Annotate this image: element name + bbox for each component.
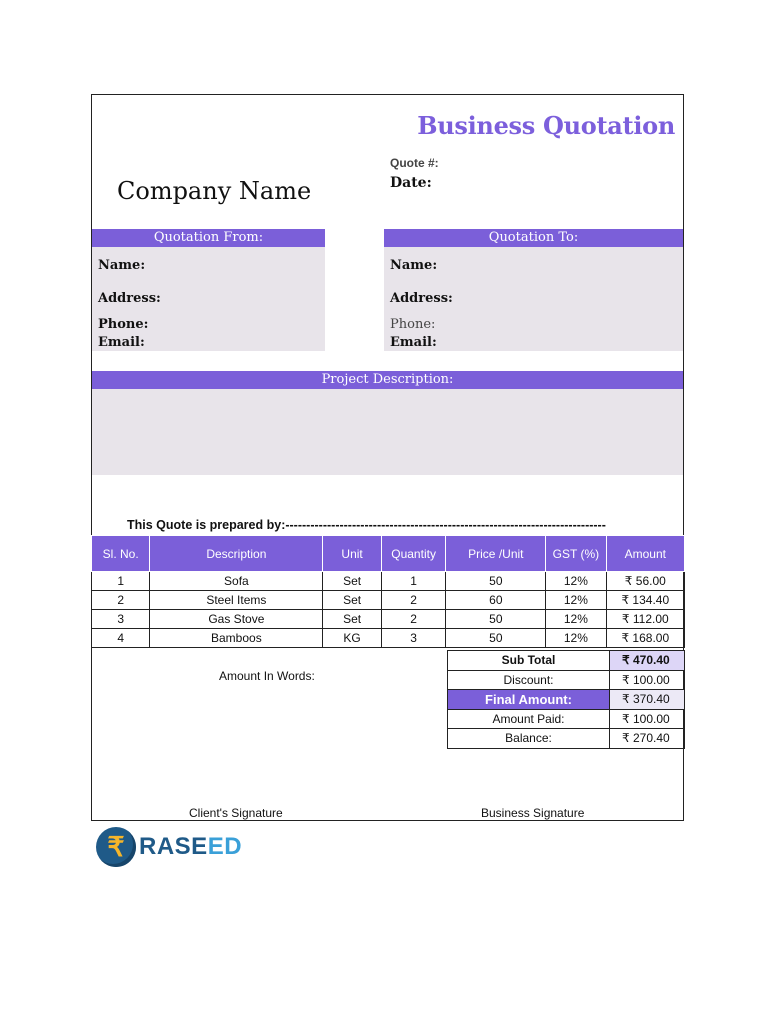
cell-unit: KG [323,629,381,648]
table-row [92,591,685,610]
table-row [92,629,685,648]
table-header-row [92,536,685,572]
col-header-quantity: Quantity [381,536,446,572]
project-description-panel [92,389,683,475]
cell-sl-no: 3 [92,610,150,629]
quotation-from-heading: Quotation From: [92,229,325,247]
cell-price: 50 [446,629,546,648]
table-row [92,610,685,629]
cell-amount: ₹ 168.00 [606,629,684,648]
cell-unit: Set [323,610,381,629]
discount-value: ₹ 100.00 [610,670,685,690]
cell-gst: 12% [546,610,606,629]
logo-text-part2: ED [207,833,243,860]
quotation-sheet [91,94,684,821]
amount-in-words-label: Amount In Words: [219,669,315,683]
to-name-label: Name: [390,258,438,273]
cell-unit: Set [323,591,381,610]
cell-price: 60 [446,591,546,610]
from-address-label: Address: [98,291,161,306]
prepared-by-line: This Quote is prepared by:----------------------------------------------------------------------------- [127,518,606,532]
quotation-to-heading: Quotation To: [384,229,683,247]
amount-paid-label: Amount Paid: [448,709,610,729]
cell-sl-no: 1 [92,572,150,591]
cell-quantity: 1 [381,572,446,591]
cell-quantity: 2 [381,591,446,610]
final-amount-row [448,690,685,710]
final-amount-label: Final Amount: [448,690,610,710]
business-signature-label: Business Signature [481,806,585,820]
discount-row [448,670,685,690]
balance-row [448,729,685,749]
project-description-heading: Project Description: [92,371,683,389]
amount-paid-value: ₹ 100.00 [610,709,685,729]
col-header-unit: Unit [323,536,381,572]
to-email-label: Email: [390,335,437,350]
col-header-description: Description [150,536,323,572]
cell-description: Steel Items [150,591,323,610]
final-amount-value: ₹ 370.40 [610,690,685,710]
cell-amount: ₹ 112.00 [606,610,684,629]
sub-total-label: Sub Total [448,651,610,671]
cell-unit: Set [323,572,381,591]
to-address-label: Address: [390,291,453,306]
cell-price: 50 [446,610,546,629]
cell-description: Gas Stove [150,610,323,629]
amount-paid-row [448,709,685,729]
quote-number-label: Quote #: [390,156,439,170]
rupee-icon: ₹ [96,827,136,867]
col-header-price-unit: Price /Unit [446,536,546,572]
sub-total-row [448,651,685,671]
date-label: Date: [390,175,432,191]
cell-price: 50 [446,572,546,591]
document-title: Business Quotation [417,111,675,140]
sub-total-value: ₹ 470.40 [610,651,685,671]
col-header-gst: GST (%) [546,536,606,572]
cell-amount: ₹ 56.00 [606,572,684,591]
cell-amount: ₹ 134.40 [606,591,684,610]
cell-description: Sofa [150,572,323,591]
col-header-sl-no: Sl. No. [92,536,150,572]
totals-summary [447,650,685,749]
cell-gst: 12% [546,629,606,648]
balance-value: ₹ 270.40 [610,729,685,749]
logo-text-part1: RASE [139,833,208,860]
discount-label: Discount: [448,670,610,690]
to-phone-label: Phone: [390,317,436,332]
logo-wordmark [139,833,242,861]
cell-gst: 12% [546,572,606,591]
table-row [92,572,685,591]
cell-sl-no: 2 [92,591,150,610]
from-phone-label: Phone: [98,317,149,332]
cell-quantity: 2 [381,610,446,629]
balance-label: Balance: [448,729,610,749]
client-signature-label: Client's Signature [189,806,283,820]
cell-quantity: 3 [381,629,446,648]
cell-description: Bamboos [150,629,323,648]
items-table [91,535,685,648]
raseed-logo [96,826,242,868]
cell-sl-no: 4 [92,629,150,648]
from-name-label: Name: [98,258,146,273]
company-name: Company Name [117,177,312,205]
col-header-amount: Amount [606,536,684,572]
from-email-label: Email: [98,335,145,350]
cell-gst: 12% [546,591,606,610]
